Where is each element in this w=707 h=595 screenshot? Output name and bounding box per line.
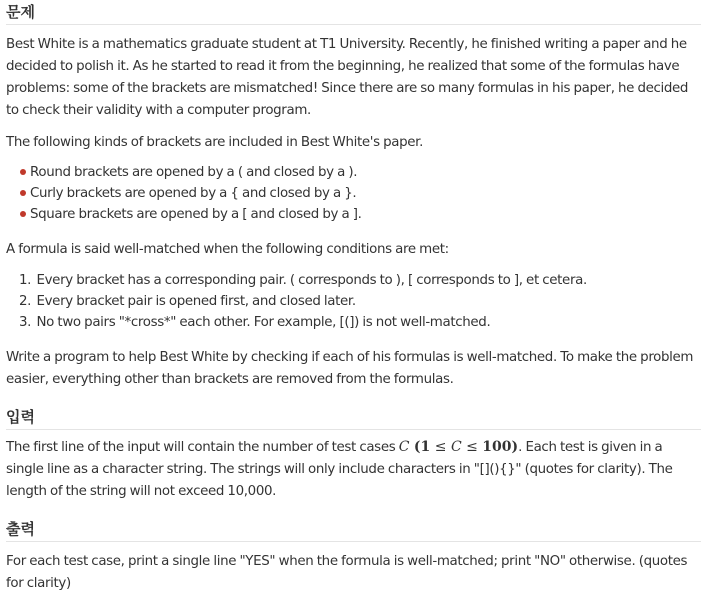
input-description: The first line of the input will contain the number of test cases C (1 ≤ C ≤ 100). Each test is given in a single line as a character string. The strings will only include characters in "[](){}" (quotes for clarity). The length of the string will not exceed 10,000.: [6, 439, 673, 499]
math-constraint: C (1 ≤ C ≤ 100): [398, 439, 519, 455]
list-item: Round brackets are opened by a ( and closed by a ).: [6, 162, 701, 183]
problem-intro: Best White is a mathematics graduate student at T1 University. Recently, he finished writing a paper and he decided to polish it. As he started to read it from the beginning, he realized that some of the formulas have problems: some of the brackets are mismatched! Since there are so many formulas in his paper, he decided to check their validity with a computer program.: [6, 37, 689, 118]
input-heading: 입력: [6, 405, 701, 430]
conditions-list: [6, 270, 701, 333]
problem-section: [6, 0, 701, 391]
list-item: Curly brackets are opened by a { and closed by a }.: [6, 183, 701, 204]
bullet-icon: [20, 190, 26, 196]
list-item: 2. Every bracket pair is opened first, and closed later.: [19, 294, 356, 309]
list-item: Square brackets are opened by a [ and closed by a ].: [6, 204, 701, 225]
bracket-kinds-list: [6, 162, 701, 225]
output-description: For each test case, print a single line "YES" when the formula is well-matched; print "NO" otherwise. (quotes for clarity): [6, 554, 688, 591]
bullet-icon: [20, 211, 26, 217]
problem-closing: Write a program to help Best White by checking if each of his formulas is well-matched. To make the problem easier, everything other than brackets are removed from the formulas.: [6, 350, 694, 387]
output-section: [6, 517, 701, 595]
list-item: 3. No two pairs "*cross*" each other. For example, [(]) is not well-matched.: [19, 315, 491, 330]
problem-heading: 문제: [6, 0, 701, 25]
bracket-kinds-intro: The following kinds of brackets are included in Best White's paper.: [6, 135, 423, 150]
input-section: [6, 405, 701, 503]
bullet-icon: [20, 169, 26, 175]
list-item: 1. Every bracket has a corresponding pair. ( corresponds to ), [ corresponds to ], et cetera.: [19, 273, 587, 288]
conditions-intro: A formula is said well-matched when the following conditions are met:: [6, 242, 449, 257]
output-heading: 출력: [6, 517, 701, 542]
